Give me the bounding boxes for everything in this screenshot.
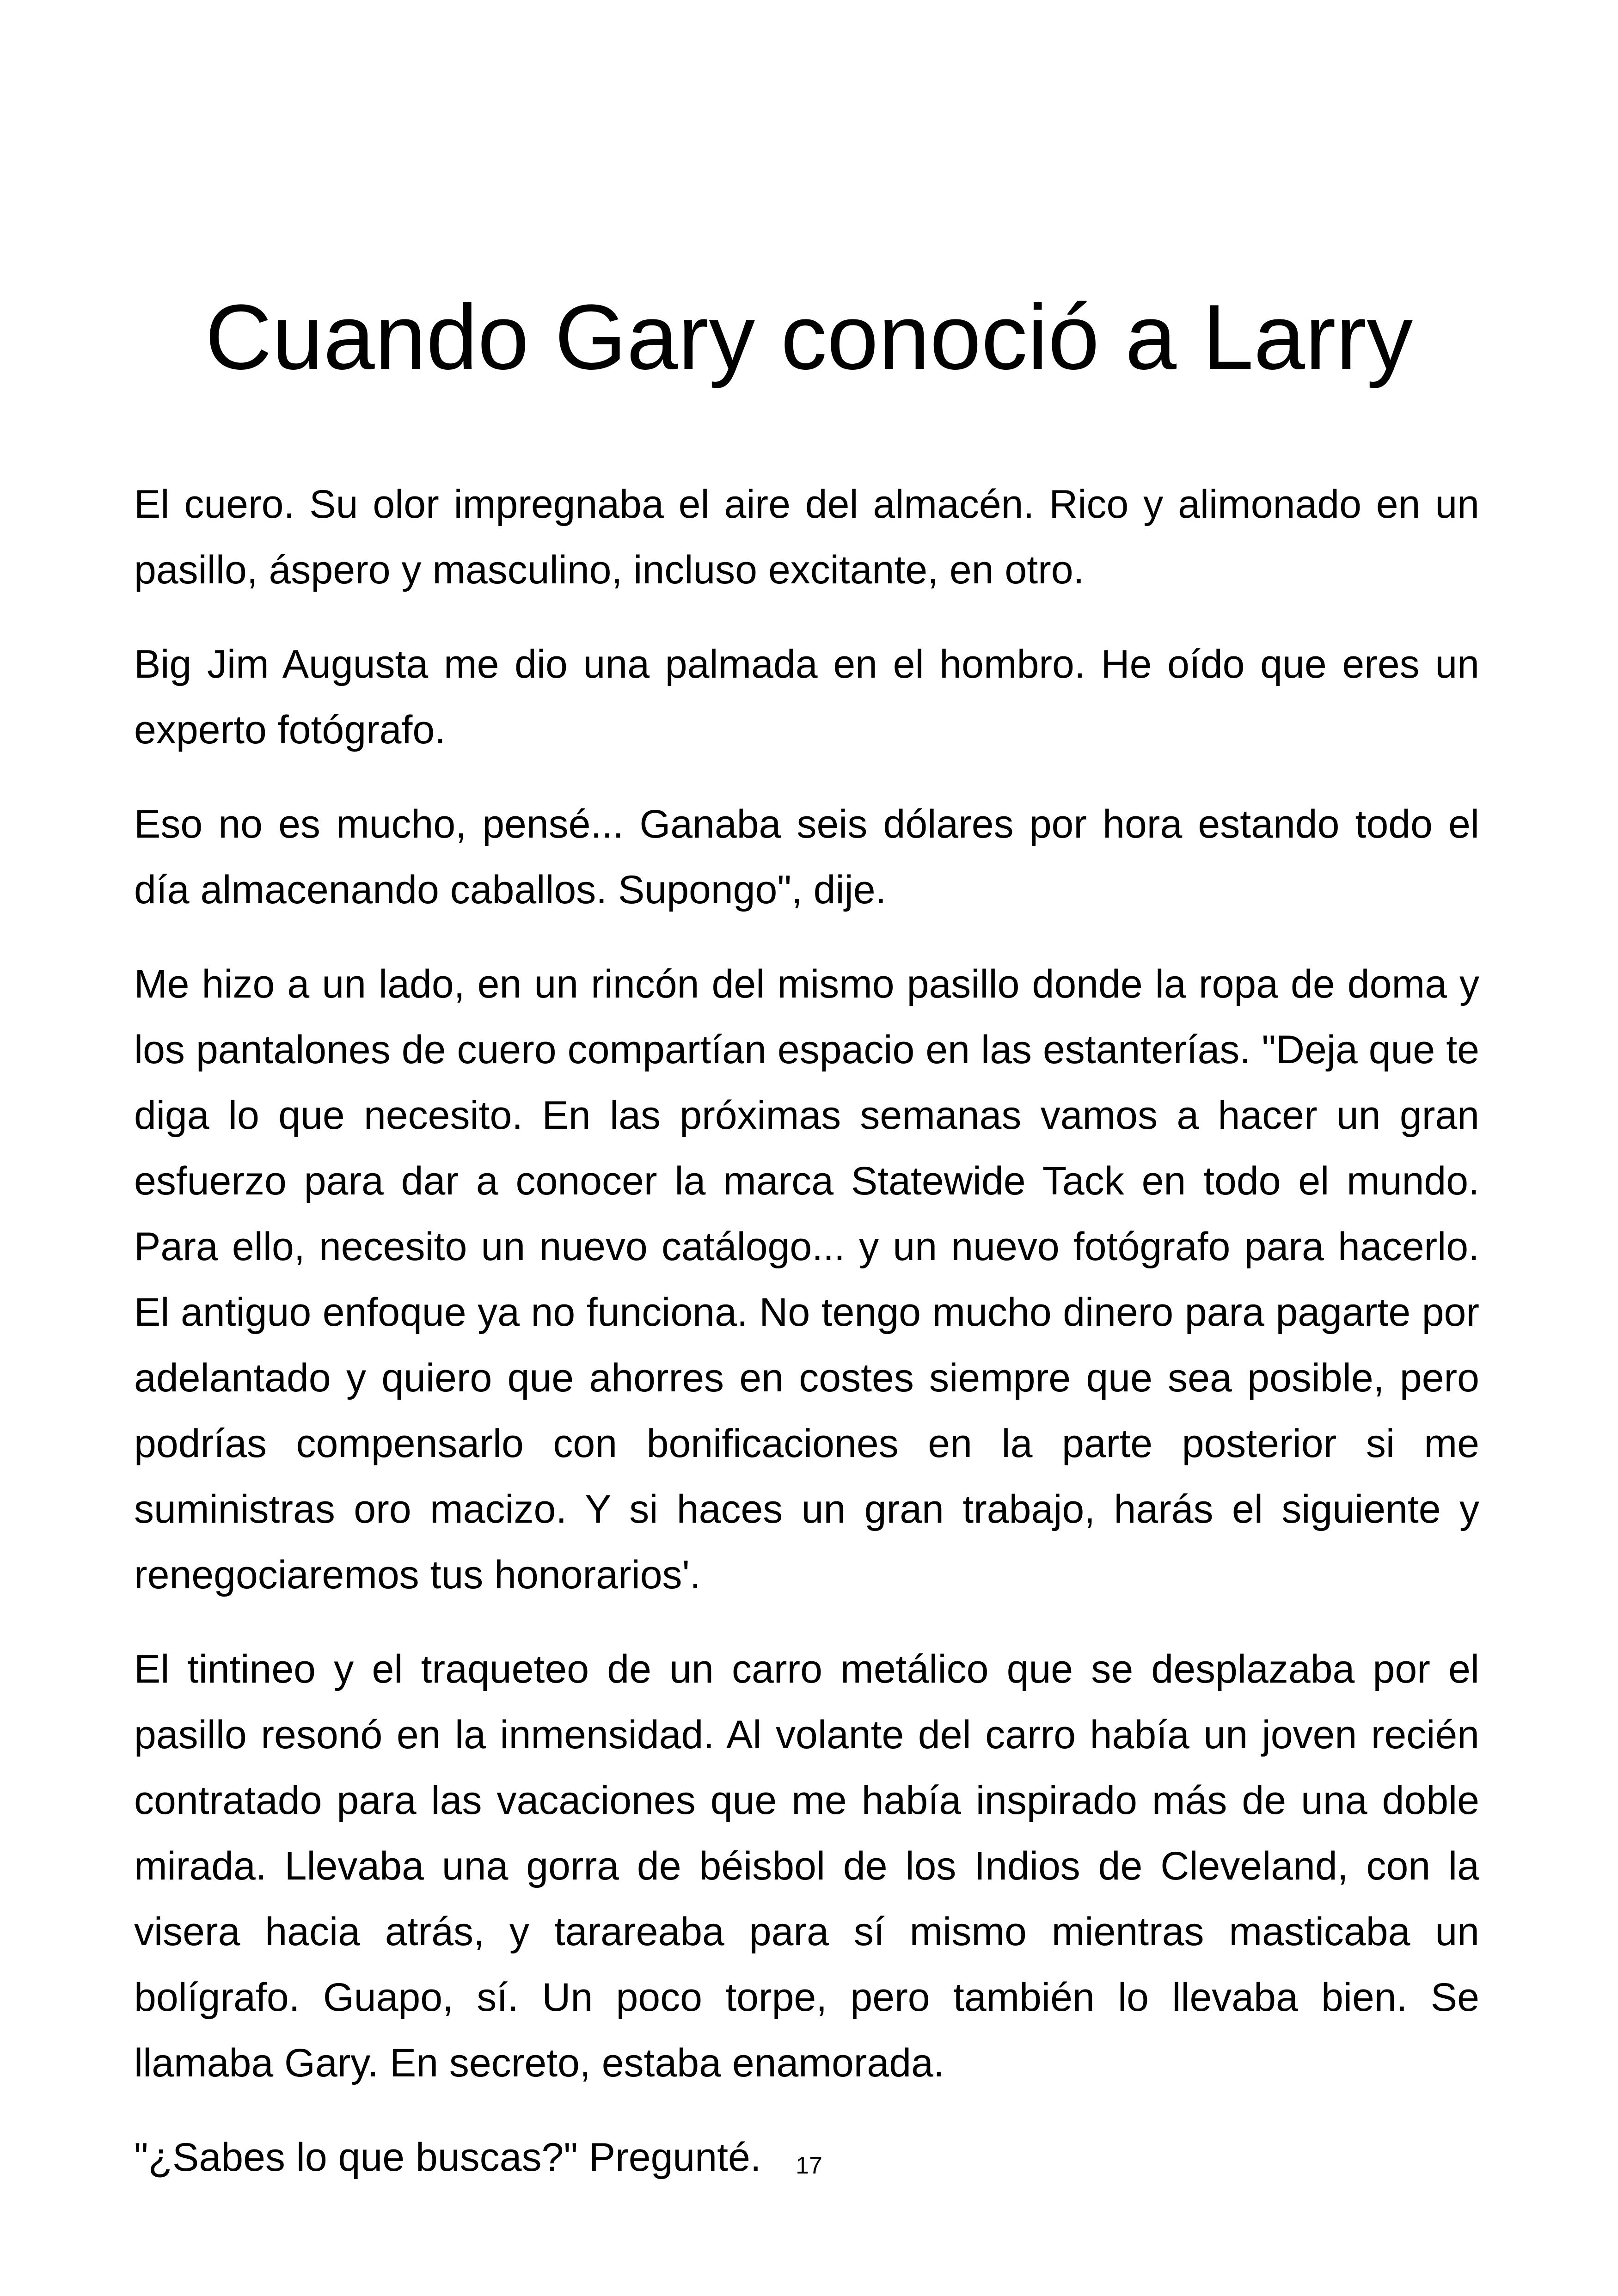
page-number: 17: [796, 2152, 822, 2179]
paragraph: Big Jim Augusta me dio una palmada en el hombro. He oído que eres un experto fotógrafo.: [134, 642, 1479, 752]
paragraph: Eso no es mucho, pensé... Ganaba seis dólares por hora estando todo el día almacenando caballos. Supongo", dije.: [134, 802, 1479, 912]
paragraph: "¿Sabes lo que buscas?" Pregunté.: [134, 2135, 761, 2180]
body-text: [134, 471, 1479, 2219]
paragraph: Me hizo a un lado, en un rincón del mismo pasillo donde la ropa de doma y los pantalones de cuero compartían espacio en las estanterías. "Deja que te diga lo que necesito. En las próximas semanas vamos a hacer un gran esfuerzo para dar a conocer la marca Statewide Tack en todo el mundo. Para ello, necesito un nuevo catálogo... y un nuevo fotógrafo para hacerlo. El antiguo enfoque ya no funciona. No tengo mucho dinero para pagarte por adelantado y quiero que ahorres en costes siempre que sea posible, pero podrías compensarlo con bonificaciones en la parte posterior si me suministras oro macizo. Y si haces un gran trabajo, harás el siguiente y renegociaremos tus honorarios'.: [134, 962, 1479, 1597]
paragraph: El cuero. Su olor impregnaba el aire del almacén. Rico y alimonado en un pasillo, áspero y masculino, incluso excitante, en otro.: [134, 482, 1479, 592]
paragraph: El tintineo y el traqueteo de un carro metálico que se desplazaba por el pasillo resonó en la inmensidad. Al volante del carro había un joven recién contratado para las vacaciones que me había inspirado más de una doble mirada. Llevaba una gorra de béisbol de los Indios de Cleveland, con la visera hacia atrás, y tarareaba para sí mismo mientras masticaba un bolígrafo. Guapo, sí. Un poco torpe, pero también lo llevaba bien. Se llamaba Gary. En secreto, estaba enamorada.: [134, 1647, 1479, 2085]
chapter-title: Cuando Gary conoció a Larry: [205, 286, 1413, 389]
